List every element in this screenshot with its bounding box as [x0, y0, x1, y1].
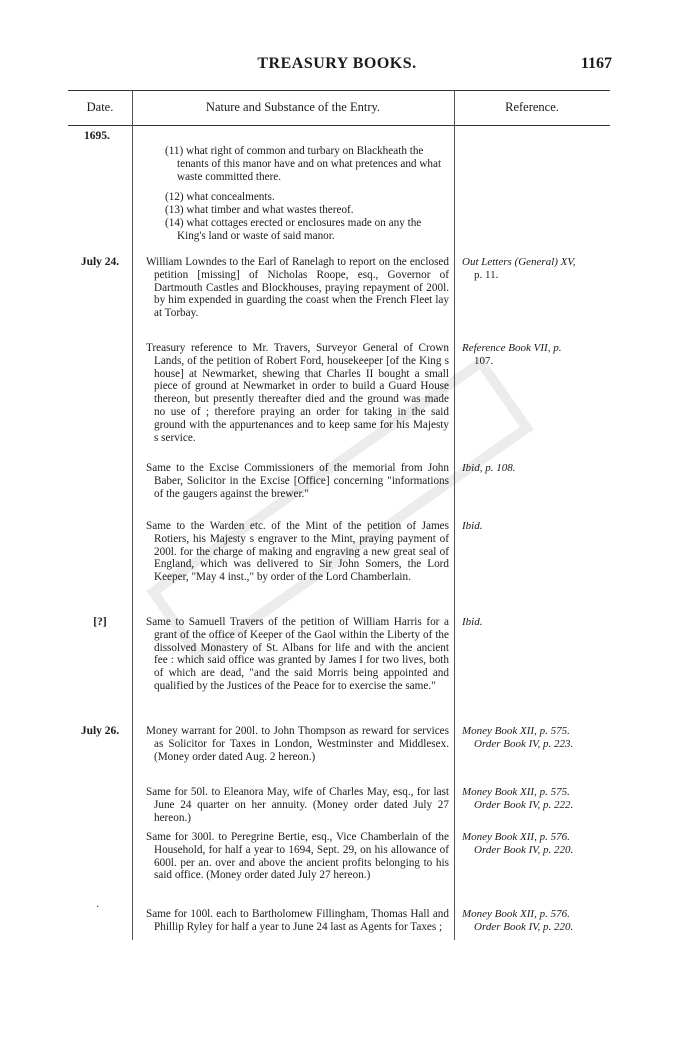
entry-reference — [462, 831, 612, 857]
entry-reference — [462, 520, 612, 533]
entry-text: Same for 50l. to Eleanora May, wife of Charles May, esq., for last June 24 quarter on her annuity. (Money order dated July 27 hereon.) — [146, 786, 449, 824]
table-top-rule — [68, 90, 610, 91]
entry-date: July 24. — [80, 256, 120, 268]
entry-reference — [462, 462, 612, 475]
reference-line-2: 107. — [474, 354, 494, 367]
reference-line-2: Order Book IV, p. 223. — [474, 737, 574, 750]
list-item: (13) what timber and what wastes thereof. — [165, 204, 354, 216]
reference-line-1: Money Book XII, p. 576. — [462, 831, 570, 843]
reference-line-2: Order Book IV, p. 220. — [474, 843, 574, 856]
entry-reference — [462, 725, 612, 751]
reference-line-1: Money Book XII, p. 575. — [462, 725, 570, 737]
entry-text: Same for 300l. to Peregrine Bertie, esq., Vice Chamberlain of the Household, for half a year to 1694, Sept. 29, on his allowance of 600l. per an. over and above the ancient profits belonging to his said office. (Money order dated July 27 hereon.) — [146, 831, 449, 882]
column-header-reference: Reference. — [505, 100, 559, 114]
column-divider-reference — [454, 90, 455, 940]
year-label: 1695. — [84, 130, 110, 142]
reference-line-1: Out Letters (General) XV, — [462, 256, 576, 268]
reference-line-1: Money Book XII, p. 576. — [462, 908, 570, 920]
entry-text: Same to the Warden etc. of the Mint of the petition of James Rotiers, his Majesty s engraver to the Mint, praying payment of 200l. for the charge of making and engraving a new great seal of England, which was delivered to Sir John Somers, the Lord Keeper, "May 4 inst.," by order of the Lord Chamberlain. — [146, 520, 449, 584]
reference-line-1: Money Book XII, p. 575. — [462, 786, 570, 798]
entry-reference — [462, 786, 612, 812]
entry-reference — [462, 342, 612, 368]
column-header-nature: Nature and Substance of the Entry. — [205, 100, 381, 114]
entry-text: Treasury reference to Mr. Travers, Surveyor General of Crown Lands, of the petition of Robert Ford, housekeeper [of the King s house] at Newmarket, shewing that Charles II bought a small piece of ground at Newmarket in order to build a Guard House thereon, but presently thereafter died and the ground was made no use of ; therefore praying an order for taking in the said ground with the appurtenances and to keep same for his Majesty s service. — [146, 342, 449, 444]
margin-dot: · — [96, 902, 100, 913]
entry-text: Same to the Excise Commissioners of the memorial from John Baber, Solicitor in the Excise [Office] concerning "informations of the gaugers against the brewer." — [146, 462, 449, 500]
page-number: 1167 — [580, 55, 612, 72]
reference-line-1: Reference Book VII, p. — [462, 342, 562, 354]
entry-date: [?] — [93, 616, 107, 628]
column-divider-date — [132, 90, 133, 940]
list-item: (14) what cottages erected or enclosures made on any the King's land or waste of said manor. — [165, 217, 422, 242]
entry-reference — [462, 616, 612, 629]
entry-text: Same for 100l. each to Bartholomew Fillingham, Thomas Hall and Phillip Ryley for half a year to June 24 last as Agents for Taxes ; — [146, 908, 449, 933]
entry-text: Same to Samuell Travers of the petition of William Harris for a grant of the office of Keeper of the Gaol within the Liberty of the dissolved Monastery of St. Albans for life and with the ancient fee : which said office was granted by James I for two lives, both of which are dead, "and the said Morris being appointed and qualified by the Justices of the Peace for to exercise the same." — [146, 616, 449, 692]
reference-line-1: Ibid. — [462, 616, 483, 628]
entry-reference — [462, 256, 612, 282]
reference-line-1: Ibid, p. 108. — [462, 462, 516, 474]
reference-line-2: p. 11. — [474, 268, 499, 281]
reference-line-2: Order Book IV, p. 220. — [474, 920, 574, 933]
entry-reference — [462, 908, 612, 934]
reference-line-2: Order Book IV, p. 222. — [474, 798, 574, 811]
entry-text: William Lowndes to the Earl of Ranelagh to report on the enclosed petition [missing] of Nicholas Roope, esq., Governor of Dartmouth Castles and Blockhouses, praying repayment of 200l. by him expended in guarding the coast when the French Fleet lay at Torbay. — [146, 256, 449, 320]
list-item: (11) what right of common and turbary on Blackheath the tenants of this manor have and on what pretences and what waste committed there. — [165, 145, 442, 183]
table-header-rule — [68, 125, 610, 126]
page-running-title: TREASURY BOOKS. — [257, 55, 417, 72]
reference-line-1: Ibid. — [462, 520, 483, 532]
column-header-date: Date. — [86, 100, 114, 114]
entry-text: Money warrant for 200l. to John Thompson as reward for services as Solicitor for Taxes in London, Westminster and Middlesex. (Money order dated Aug. 2 hereon.) — [146, 725, 449, 763]
list-item: (12) what concealments. — [165, 191, 275, 203]
entry-date: July 26. — [80, 725, 120, 737]
